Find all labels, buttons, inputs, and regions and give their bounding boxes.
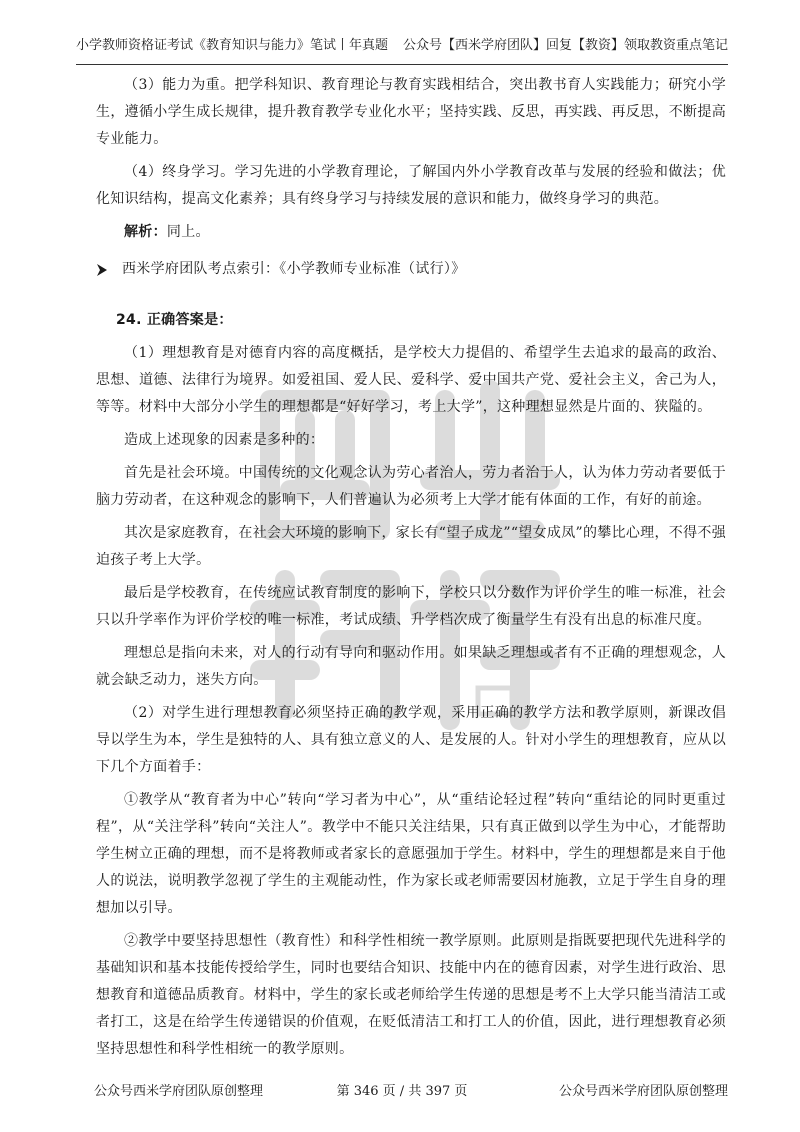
paragraph-teaching-view: （2）对学生进行理想教育必须坚持正确的教学观，采用正确的教学方法和教学原则，新课改倡导以学生为本，学生是独特的人、具有独立意义的人、是发展的人。针对小学生的理想教育，应从以下几个方面着手：	[96, 705, 726, 775]
page-number: 第 346 页 / 共 397 页	[336, 1084, 468, 1099]
footer-right-credit: 公众号西米学府团队原创整理	[558, 1084, 728, 1099]
analysis-text: 同上。	[166, 224, 210, 240]
paragraph-lifelong-learning: （4）终身学习。学习先进的小学教育理论，了解国内外小学教育改革与发展的经验和做法；优化知识结构，提高文化素养；具有终身学习与持续发展的意识和能力，做终身学习的典范。	[96, 164, 726, 207]
paragraph-causes-intro: 造成上述现象的因素是多种的：	[124, 432, 325, 448]
paragraph-school-education: 最后是学校教育，在传统应试教育制度的影响下，学校只以分数作为评价学生的唯一标准，社会只以升学率作为评价学校的唯一标准，考试成绩、升学档次成了衡量学生有没有出息的标准尺度。	[96, 585, 726, 628]
document-body	[96, 72, 726, 1069]
paragraph-learner-centered: ①教学从“教育者为中心”转向“学习者为中心”，从“重结论轻过程”转向“重结论的同时更重过程”，从“关注学科”转向“关注人”。教学中不能只关注结果，只有真正做到以学生为中心，才能帮助学生树立正确的理想，而不是将教师或者家长的意愿强加于学生。材料中，学生的理想都是来自于他人的说法，说明教学忽视了学生的主观能动性，作为家长或老师需要因材施教，立足于学生自身的理想加以引导。	[96, 792, 726, 916]
page-header	[76, 28, 728, 65]
analysis-label: 解析：	[124, 224, 167, 240]
paragraph-family-education: 其次是家庭教育，在社会大环境的影响下，家长有“望子成龙”“望女成凤”的攀比心理，不得不强迫孩子考上大学。	[96, 525, 726, 568]
header-title: 小学教师资格证考试《教育知识与能力》笔试丨年真题	[76, 38, 389, 53]
paragraph-ideal-direction: 理想总是指向未来，对人的行动有导向和驱动作用。如果缺乏理想或者有不正确的理想观念，人就会缺乏动力，迷失方向。	[96, 645, 726, 688]
header-promo: 公众号【西米学府团队】回复【教资】领取教资重点笔记	[402, 38, 728, 53]
arrowhead-bullet-icon	[96, 263, 108, 277]
paragraph-ability: （3）能力为重。把学科知识、教育理论与教育实践相结合，突出教书育人实践能力；研究小学生，遵循小学生成长规律，提升教育教学专业化水平；坚持实践、反思，再实践、再反思，不断提高专业能力。	[96, 77, 726, 147]
question-24-heading: 24. 正确答案是：	[116, 312, 233, 328]
index-text: 西米学府团队考点索引：《小学教师专业标准（试行）》	[122, 261, 466, 277]
index-line	[96, 256, 726, 283]
page-footer	[76, 1080, 728, 1104]
paragraph-ideological-scientific: ②教学中要坚持思想性（教育性）和科学性相统一教学原则。此原则是指既要把现代先进科学的基础知识和基本技能传授给学生，同时也要结合知识、技能中内在的德育因素，对学生进行政治、思想教育和道德品质教育。材料中，学生的家长或老师给学生传递的思想是考不上大学只能当清洁工或者打工，这是在给学生传递错误的价值观，在贬低清洁工和打工人的价值，因此，进行理想教育必须坚持思想性和科学性相统一的教学原则。	[96, 933, 726, 1057]
paragraph-ideal-education: （1）理想教育是对德育内容的高度概括，是学校大力提倡的、希望学生去追求的最高的政治、思想、道德、法律行为境界。如爱祖国、爱人民、爱科学、爱中国共产党、爱社会主义，舍己为人，等等。材料中大部分小学生的理想都是“好好学习，考上大学”，这种理想显然是片面的、狭隘的。	[96, 345, 726, 415]
footer-left-credit: 公众号西米学府团队原创整理	[94, 1084, 264, 1099]
paragraph-social-environment: 首先是社会环境。中国传统的文化观念认为劳心者治人，劳力者治于人，认为体力劳动者要低于脑力劳动者，在这种观念的影响下，人们普遍认为必须考上大学才能有体面的工作，有好的前途。	[96, 465, 726, 508]
analysis-line	[96, 219, 726, 246]
